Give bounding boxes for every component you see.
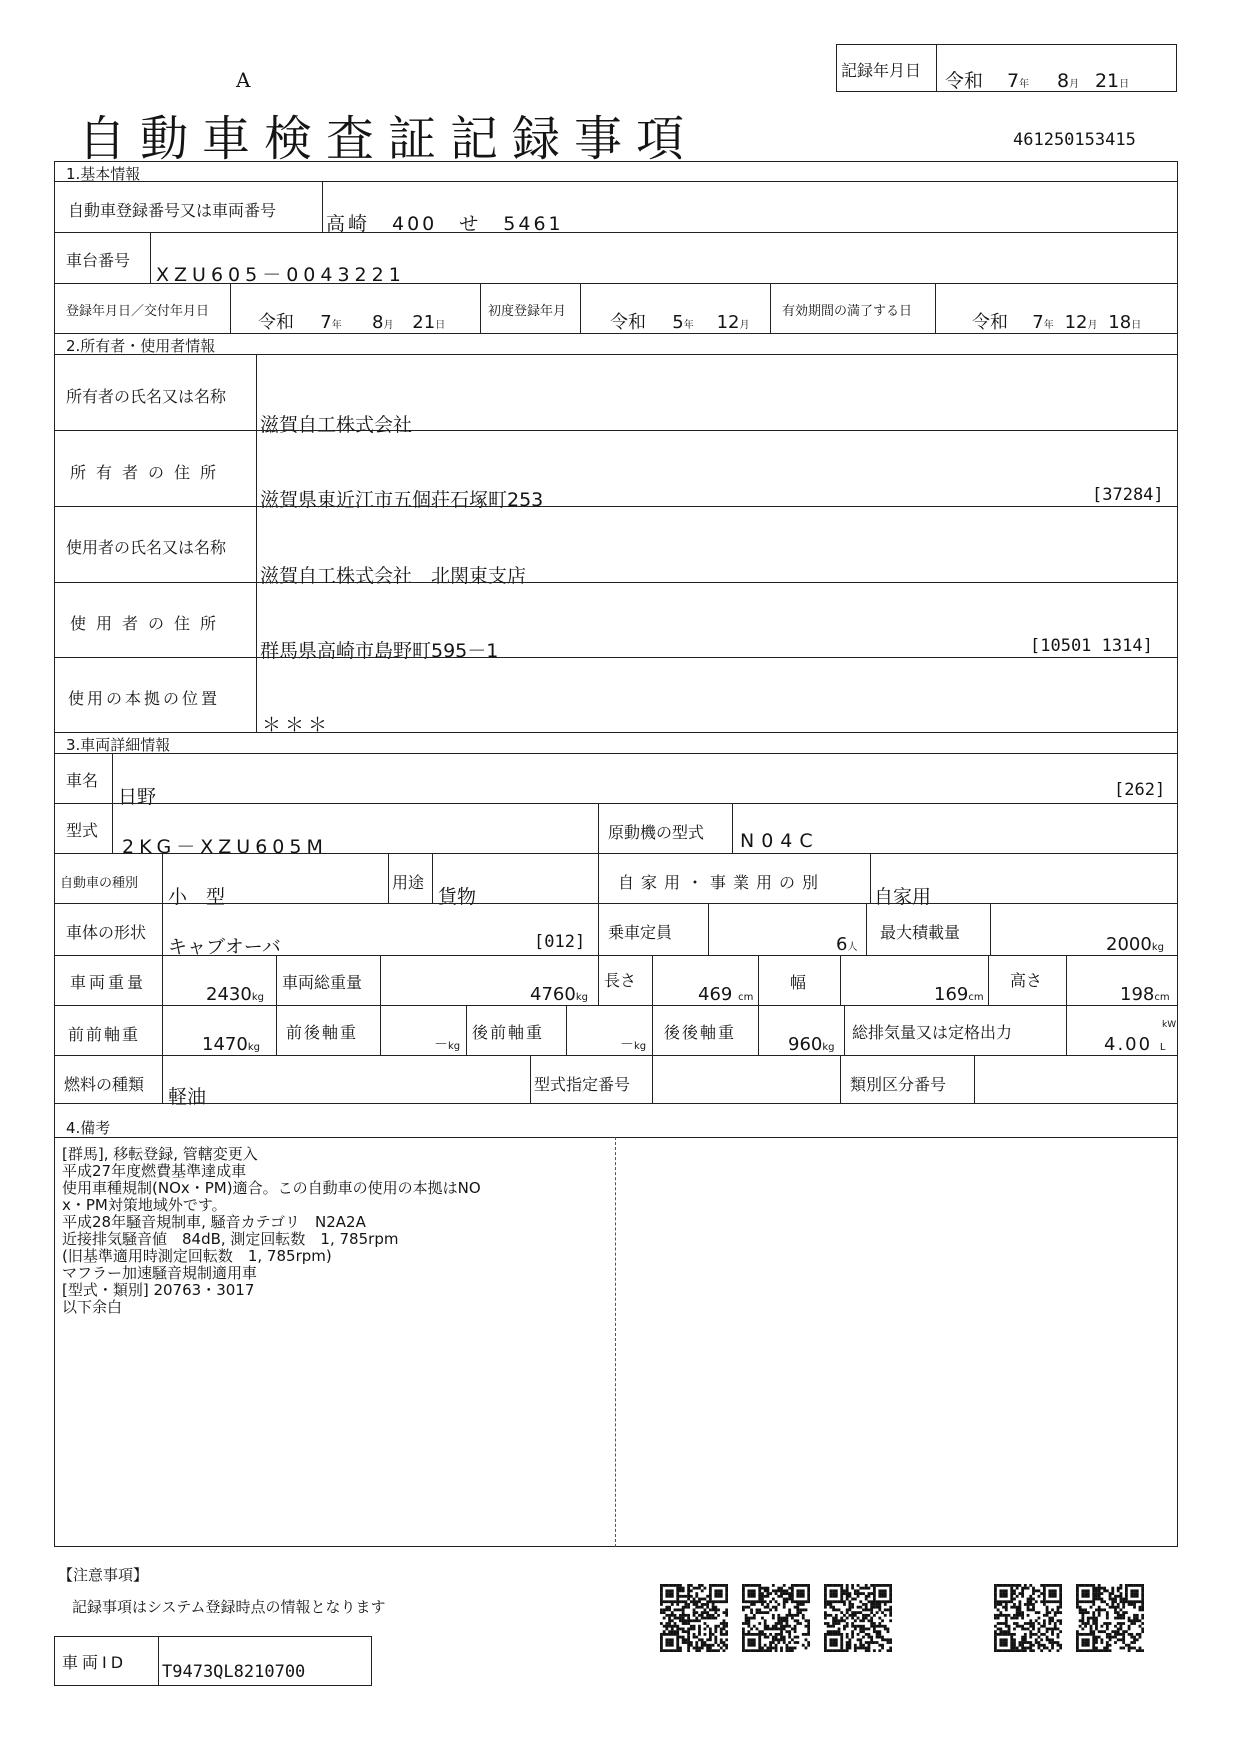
engine-value: N04C	[740, 830, 820, 852]
reg-number-value: 高崎 400 せ 5461	[326, 213, 564, 235]
user-address-label: 使用者の住所	[70, 614, 227, 633]
private-label: 自家用・事業用の別	[618, 873, 826, 892]
width-value: 169cm	[934, 984, 984, 1005]
front-rear-axle-label: 前後軸重	[286, 1023, 359, 1042]
document-number: 461250153415	[1013, 130, 1136, 150]
height-value: 198cm	[1120, 984, 1170, 1005]
reg-date-value: 令和 7年 8月 21日	[258, 312, 446, 333]
use-value: 貨物	[438, 886, 477, 908]
car-name-code: [262]	[1114, 780, 1166, 800]
chassis-label: 車台番号	[66, 251, 131, 270]
gross-weight-value: 4760kg	[530, 984, 588, 1005]
displacement-value: 4.00 L	[1104, 1034, 1168, 1055]
type-designation-label: 型式指定番号	[534, 1075, 631, 1094]
record-date: 令和 7年 8月 21日	[945, 70, 1130, 92]
base-location-label: 使用の本拠の位置	[68, 689, 221, 708]
rear-front-axle-value: －kg	[620, 1037, 647, 1053]
class-number-label: 類別区分番号	[850, 1075, 947, 1094]
gross-weight-label: 車両総重量	[282, 973, 363, 992]
section-title-basic: 1.基本情報	[66, 165, 141, 183]
caution-text: 記録事項はシステム登録時点の情報となります	[72, 1598, 386, 1616]
weight-label: 車両重量	[70, 973, 147, 992]
use-label: 用途	[392, 873, 425, 892]
model-label: 型式	[66, 821, 99, 840]
remark-line: (旧基準適用時測定回転数 1, 785rpm)	[62, 1247, 332, 1265]
remark-line: x・PM対策地域外です。	[62, 1196, 227, 1214]
page-title: 自動車検査証記録事項	[78, 111, 699, 167]
remarks-notes	[62, 1146, 481, 1316]
owner-address-label: 所有者の住所	[70, 463, 227, 482]
private-value: 自家用	[874, 886, 932, 908]
remark-line: 平成28年騒音規制車, 騒音カテゴリ N2A2A	[62, 1213, 366, 1231]
owner-code: [37284]	[1092, 485, 1164, 505]
rear-front-axle-label: 後前軸重	[472, 1023, 545, 1042]
expiry-label: 有効期間の満了する日	[782, 304, 913, 319]
first-reg-label: 初度登録年月	[488, 304, 567, 319]
displacement-unit-kw: kW	[1162, 1020, 1177, 1030]
capacity-value: 6人	[836, 934, 858, 955]
page-marker: A	[236, 68, 251, 92]
height-label: 高さ	[1010, 971, 1043, 990]
capacity-label: 乗車定員	[608, 923, 673, 942]
fuel-value: 軽油	[168, 1086, 207, 1108]
displacement-label: 総排気量又は定格出力	[852, 1023, 1013, 1042]
chassis-value: XZU605－0043221	[156, 264, 406, 286]
expiry-value: 令和 7年 12月 18日	[972, 312, 1142, 333]
car-name-value: 日野	[118, 786, 157, 808]
owner-name-value: 滋賀自工株式会社	[260, 414, 413, 436]
user-name-label: 使用者の氏名又は名称	[66, 538, 227, 557]
remark-line: 平成27年度燃費基準達成車	[62, 1162, 247, 1180]
rear-rear-axle-value: 960kg	[788, 1034, 835, 1055]
width-label: 幅	[790, 973, 807, 992]
caution-title: 【注意事項】	[58, 1566, 149, 1584]
kind-label: 自動車の種別	[60, 876, 139, 891]
vehicle-id-label: 車両ID	[62, 1653, 128, 1672]
model-value: 2KG－XZU605M	[122, 836, 328, 858]
body-shape-value: キャブオーバ	[168, 936, 281, 958]
front-front-axle-label: 前前軸重	[68, 1025, 141, 1044]
record-date-label: 記録年月日	[841, 61, 922, 80]
first-reg-value: 令和 5年 12月	[610, 312, 750, 333]
owner-address-value: 滋賀県東近江市五個荘石塚町253	[260, 489, 544, 511]
remark-line: 使用車種規制(NOx・PM)適合。この自動車の使用の本拠はNO	[62, 1179, 481, 1197]
engine-label: 原動機の型式	[608, 823, 705, 842]
vehicle-id-value: T9473QL8210700	[162, 1662, 306, 1682]
weight-value: 2430kg	[206, 984, 264, 1005]
max-load-value: 2000kg	[1106, 934, 1164, 955]
user-address-value: 群馬県高崎市島野町595－1	[260, 640, 499, 662]
qr-code-5	[1076, 1584, 1144, 1652]
body-shape-code: [012]	[534, 932, 586, 952]
user-name-value: 滋賀自工株式会社 北関東支店	[260, 565, 527, 587]
base-location-value: ＊＊＊	[262, 714, 332, 736]
length-label: 長さ	[604, 971, 637, 990]
user-code: [10501 1314]	[1030, 636, 1153, 656]
qr-code-2	[742, 1584, 810, 1652]
body-shape-label: 車体の形状	[66, 923, 147, 942]
rear-rear-axle-label: 後後軸重	[664, 1023, 737, 1042]
remark-line: 近接排気騒音値 84dB, 測定回転数 1, 785rpm	[62, 1230, 399, 1248]
car-name-label: 車名	[66, 771, 99, 790]
section-title-owner: 2.所有者・使用者情報	[66, 337, 216, 355]
max-load-label: 最大積載量	[880, 923, 961, 942]
front-rear-axle-value: －kg	[434, 1037, 461, 1053]
owner-name-label: 所有者の氏名又は名称	[66, 387, 227, 406]
remark-line: [群馬], 移転登録, 管轄変更入	[62, 1145, 258, 1163]
kind-value: 小 型	[168, 886, 226, 908]
fuel-label: 燃料の種類	[64, 1075, 145, 1094]
length-value: 469 cm	[698, 984, 754, 1005]
remark-line: 以下余白	[62, 1298, 123, 1316]
remarks-divider	[615, 1137, 616, 1547]
qr-code-4	[994, 1584, 1062, 1652]
remark-line: マフラー加速騒音規制適用車	[62, 1264, 258, 1282]
reg-date-label: 登録年月日／交付年月日	[66, 304, 210, 319]
remark-line: [型式・類別] 20763・3017	[62, 1281, 255, 1299]
qr-code-1	[660, 1584, 728, 1652]
qr-code-3	[824, 1584, 892, 1652]
reg-number-label: 自動車登録番号又は車両番号	[68, 201, 277, 220]
section-title-vehicle: 3.車両詳細情報	[66, 736, 171, 754]
front-front-axle-value: 1470kg	[202, 1034, 260, 1055]
section-title-remarks: 4.備考	[66, 1119, 111, 1137]
